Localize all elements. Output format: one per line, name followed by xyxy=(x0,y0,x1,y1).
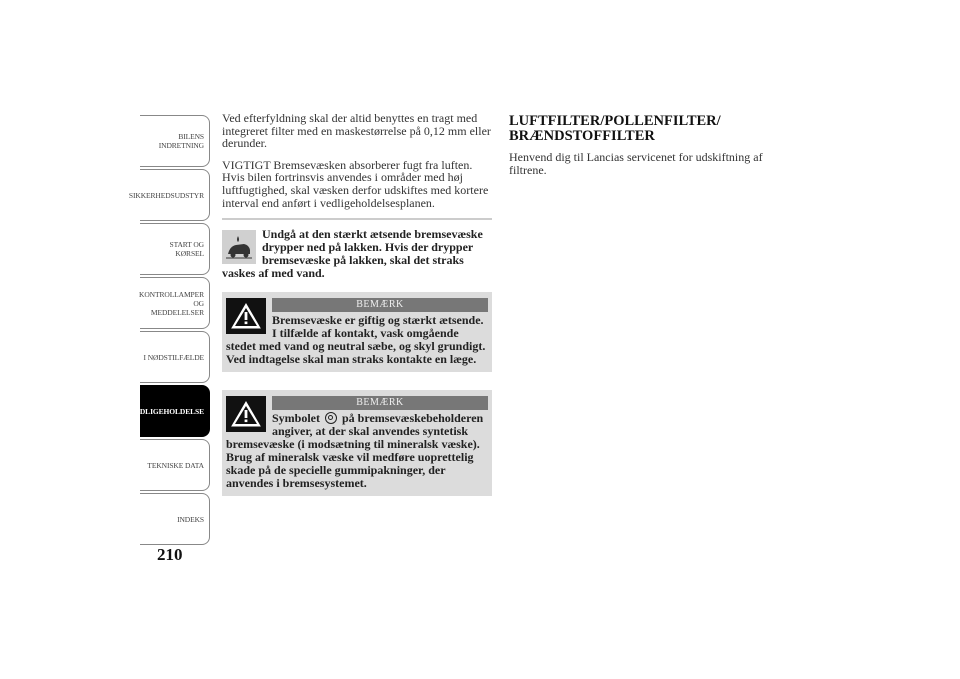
funnel-paragraph: Ved efterfyldning skal der altid benyttes en tragt med integreret filter med en maskestørrelse på 0,12 mm eller derunder. xyxy=(222,111,491,151)
divider xyxy=(222,218,492,220)
note-header: BEMÆRK xyxy=(272,396,488,410)
paint-warning xyxy=(222,228,492,280)
right-column xyxy=(509,112,779,185)
section-title: LUFTFILTER/POLLENFILTER/ BRÆNDSTOFFILTER xyxy=(509,113,721,144)
tab-kontrollamper[interactable]: KONTROLLAMPER OG MEDDELELSER xyxy=(140,277,210,329)
filter-paragraph: Henvend dig til Lancias servicenet for udskiftning af filtrene. xyxy=(509,150,763,177)
page-number: 210 xyxy=(157,545,183,564)
tab-sikkerhedsudstyr[interactable]: SIKKERHEDSUDSTYR xyxy=(140,169,210,221)
note-header: BEMÆRK xyxy=(272,298,488,312)
tab-bilens-indretning[interactable]: BILENS INDRETNING xyxy=(140,115,210,167)
tab-tekniske-data[interactable]: TEKNISKE DATA xyxy=(140,439,210,491)
note-text: Bremsevæske er giftig og stærkt ætsende. I tilfælde af kontakt, vask omgående stedet med vand og neutral sæbe, og skyl grundigt. Ved indtagelse skal man straks kontakte en læge. xyxy=(226,313,486,367)
note-text-after: på bremsevæskebeholderen angiver, at der skal anvendes syntetisk bremsevæske (i modsætning til mineralsk væske). Brug af mineralsk væske vil medføre uoprettelig skade på de specielle gummipakninger, der anvendes i bremsesystemet. xyxy=(226,411,484,491)
tab-indeks[interactable]: INDEKS xyxy=(140,493,210,545)
important-paragraph: VIGTIGT Bremsevæsken absorberer fugt fra luften. Hvis bilen fortrinsvis anvendes i områder med høj luftfugtighed, skal væsken derfor udskiftes med kortere interval end anført i vedligeholdelsesplanen. xyxy=(222,157,489,210)
note-box-toxic xyxy=(222,292,492,372)
note-box-synthetic xyxy=(222,390,492,496)
left-column xyxy=(222,112,492,514)
paint-damage-icon xyxy=(222,230,256,264)
synthetic-fluid-symbol-icon xyxy=(325,412,337,424)
tab-i-noedstilfaelde[interactable]: I NØDSTILFÆLDE xyxy=(140,331,210,383)
tab-vedligeholdelse[interactable]: VEDLIGEHOLDELSE xyxy=(140,385,210,437)
tab-start-og-koersel[interactable]: START OG KØRSEL xyxy=(140,223,210,275)
note-text-before: Symbolet xyxy=(272,411,320,426)
warning-triangle-icon xyxy=(226,298,266,334)
warning-triangle-icon xyxy=(226,396,266,432)
paint-warning-text: Undgå at den stærkt ætsende bremsevæske drypper ned på lakken. Hvis der drypper bremsevæske på lakken, skal det straks vaskes af med vand. xyxy=(222,227,483,281)
